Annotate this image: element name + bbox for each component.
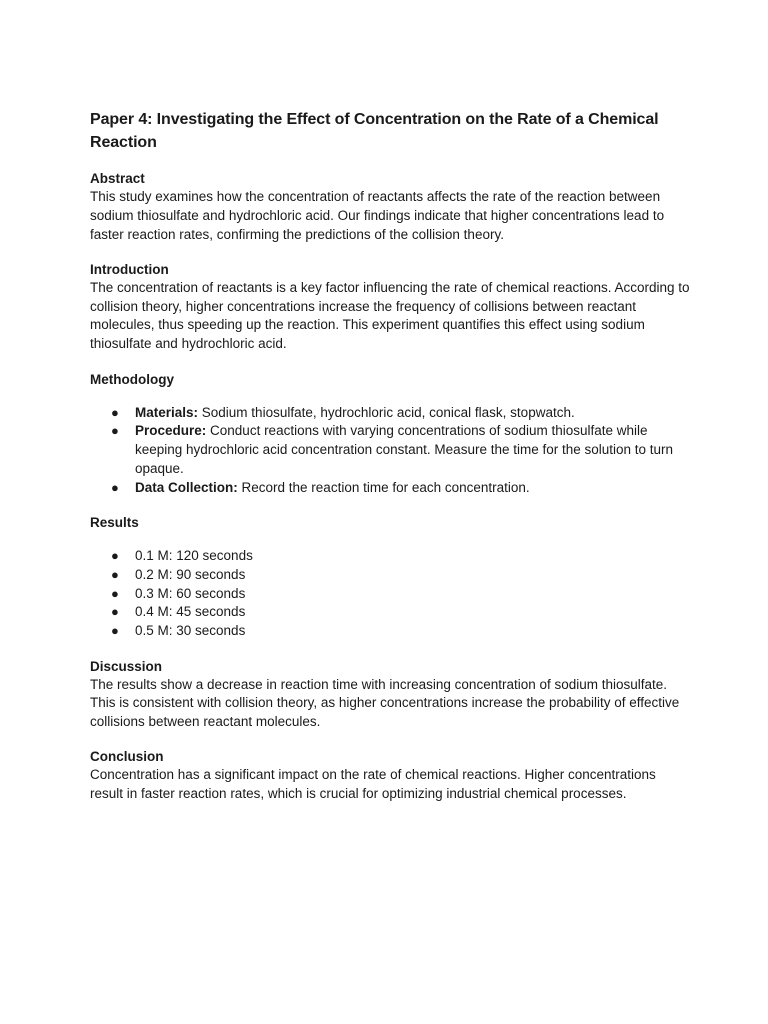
bullet-icon: ●: [111, 604, 119, 620]
list-item: [90, 603, 690, 622]
methodology-heading: Methodology: [90, 371, 174, 387]
conclusion-text: Concentration has a significant impact on the rate of chemical reactions. Higher concentrations result in faster reaction rates, which is crucial for optimizing industrial chemical processes.: [90, 767, 656, 802]
list-item: [90, 547, 690, 566]
result-text: 0.3 M: 60 seconds: [135, 585, 246, 601]
item-text: Record the reaction time for each concentration.: [237, 479, 530, 495]
introduction-section: [90, 260, 690, 354]
item-text: Sodium thiosulfate, hydrochloric acid, conical flask, stopwatch.: [198, 404, 575, 420]
results-list: [90, 547, 690, 641]
conclusion-section: [90, 747, 690, 804]
result-text: 0.4 M: 45 seconds: [135, 604, 246, 620]
list-item: [90, 404, 690, 423]
bullet-icon: ●: [111, 566, 119, 582]
abstract-heading: Abstract: [90, 171, 145, 186]
results-heading: Results: [90, 515, 139, 531]
discussion-section: [90, 657, 690, 732]
paper-title: Paper 4: Investigating the Effect of Concentration on the Rate of a Chemical Reaction: [90, 111, 659, 151]
bullet-icon: ●: [111, 623, 119, 639]
list-item: [90, 566, 690, 585]
item-text: Conduct reactions with varying concentrations of sodium thiosulfate while keeping hydrochloric acid concentration constant. Measure the time for the solution to turn opaque.: [135, 423, 674, 476]
methodology-section: [90, 370, 690, 498]
introduction-heading: Introduction: [90, 261, 169, 277]
list-item: [90, 622, 690, 641]
item-label: Procedure:: [135, 423, 207, 439]
conclusion-heading: Conclusion: [90, 749, 164, 765]
list-item: [90, 585, 690, 604]
abstract-section: [90, 169, 690, 244]
bullet-icon: ●: [111, 479, 119, 495]
list-item: [90, 479, 690, 498]
document-page: [90, 108, 690, 804]
result-text: 0.1 M: 120 seconds: [135, 548, 253, 564]
results-section: [90, 513, 690, 641]
item-label: Materials:: [135, 404, 199, 420]
bullet-icon: ●: [111, 585, 119, 601]
list-item: [90, 422, 690, 478]
bullet-icon: ●: [111, 423, 119, 439]
result-text: 0.2 M: 90 seconds: [135, 566, 246, 582]
methodology-list: [90, 404, 690, 498]
bullet-icon: ●: [111, 548, 119, 564]
discussion-text: The results show a decrease in reaction time with increasing concentration of sodium thiosulfate. This is consistent with collision theory, as higher concentrations increase the probability of effective collisions between reactant molecules.: [90, 676, 680, 730]
result-text: 0.5 M: 30 seconds: [135, 623, 246, 639]
introduction-text: The concentration of reactants is a key factor influencing the rate of chemical reactions. According to collision theory, higher concentrations increase the frequency of collisions between reactant molecules, thus speeding up the reaction. This experiment quantifies this effect using sodium thiosulfate and hydrochloric acid.: [90, 279, 690, 352]
abstract-text: This study examines how the concentration of reactants affects the rate of the reaction between sodium thiosulfate and hydrochloric acid. Our findings indicate that higher concentrations lead to faster reaction rates, confirming the predictions of the collision theory.: [90, 189, 665, 242]
bullet-icon: ●: [111, 404, 119, 420]
discussion-heading: Discussion: [90, 658, 163, 674]
item-label: Data Collection:: [135, 479, 238, 495]
